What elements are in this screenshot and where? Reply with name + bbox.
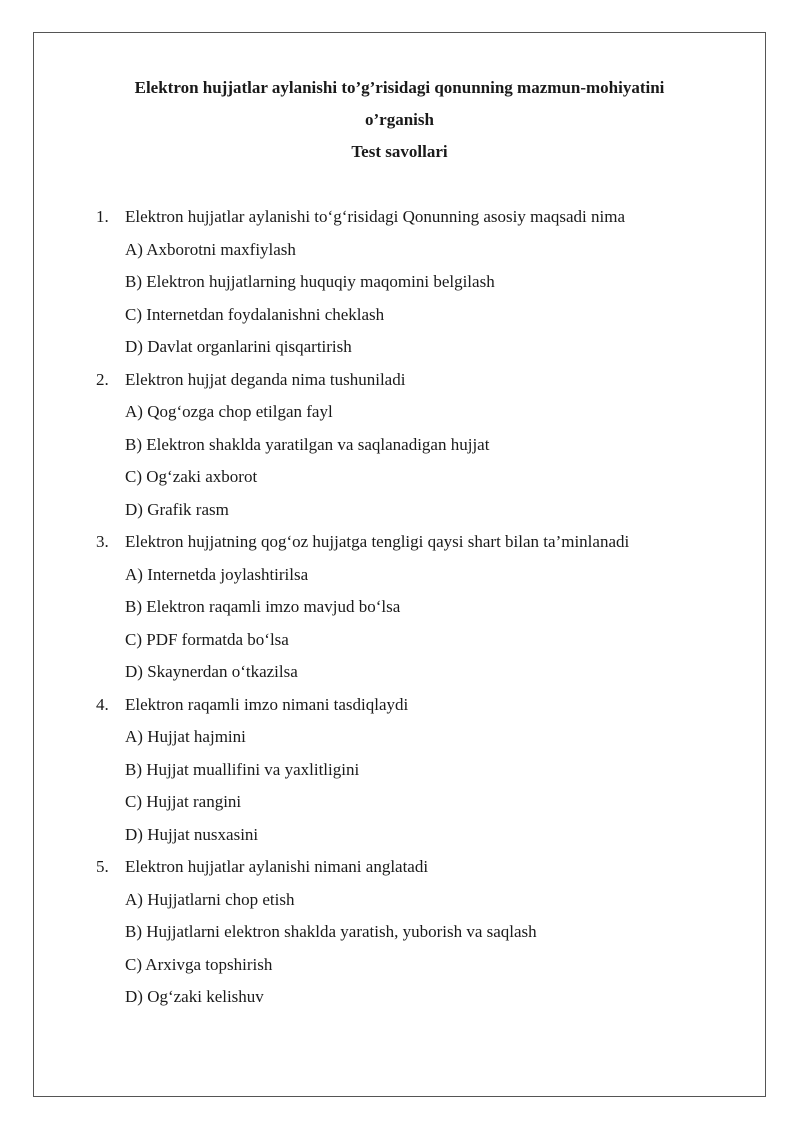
option-a: A) Hujjatlarni chop etish <box>125 889 295 909</box>
question-text: Elektron hujjatning qog‘oz hujjatga tengligi qaysi shart bilan ta’minlanadi <box>125 532 630 551</box>
document-title <box>33 72 766 168</box>
option-a: A) Axborotni maxfiylash <box>125 239 296 259</box>
question-1 <box>96 201 736 364</box>
question-text: Elektron hujjat deganda nima tushuniladi <box>125 369 406 389</box>
question-text: Elektron hujjatlar aylanishi to‘g‘risidagi Qonunning asosiy maqsadi nima <box>125 207 625 226</box>
option-a: A) Internetda joylashtirilsa <box>125 564 309 584</box>
option-a: A) Qog‘ozga chop etilgan fayl <box>125 402 333 421</box>
question-text: Elektron hujjatlar aylanishi nimani anglatadi <box>125 857 429 876</box>
option-b: B) Elektron raqamli imzo mavjud bo‘lsa <box>125 597 401 616</box>
option-c: C) Og‘zaki axborot <box>125 467 258 486</box>
question-number: 2. <box>96 369 109 389</box>
question-number: 3. <box>96 532 109 551</box>
option-d: D) Og‘zaki kelishuv <box>125 987 264 1006</box>
option-c: C) Arxivga topshirish <box>125 954 273 974</box>
option-c: C) PDF formatda bo‘lsa <box>125 629 289 649</box>
question-4 <box>96 689 736 852</box>
option-b: B) Hujjatlarni elektron shaklda yaratish, yuborish va saqlash <box>125 922 537 941</box>
option-c: C) Hujjat rangini <box>125 792 242 811</box>
question-list <box>96 201 736 1014</box>
question-text: Elektron raqamli imzo nimani tasdiqlaydi <box>125 694 409 714</box>
option-c: C) Internetdan foydalanishni cheklash <box>125 304 385 324</box>
title-line-1: Elektron hujjatlar aylanishi to’g’risidagi qonunning mazmun-mohiyatini <box>134 78 665 97</box>
question-number: 1. <box>96 207 109 226</box>
option-d: D) Davlat organlarini qisqartirish <box>125 337 352 356</box>
subtitle: Test savollari <box>351 142 448 161</box>
question-number: 5. <box>96 857 109 876</box>
question-3 <box>96 526 736 689</box>
option-d: D) Grafik rasm <box>125 499 229 519</box>
option-a: A) Hujjat hajmini <box>125 727 246 746</box>
title-line-2: o’rganish <box>365 110 434 129</box>
question-2 <box>96 364 736 527</box>
question-5 <box>96 851 736 1014</box>
option-d: D) Skaynerdan o‘tkazilsa <box>125 662 298 681</box>
option-b: B) Elektron shaklda yaratilgan va saqlanadigan hujjat <box>125 434 490 454</box>
option-b: B) Elektron hujjatlarning huquqiy maqomini belgilash <box>125 272 495 291</box>
option-b: B) Hujjat muallifini va yaxlitligini <box>125 759 360 779</box>
question-number: 4. <box>96 694 109 714</box>
option-d: D) Hujjat nusxasini <box>125 824 259 844</box>
